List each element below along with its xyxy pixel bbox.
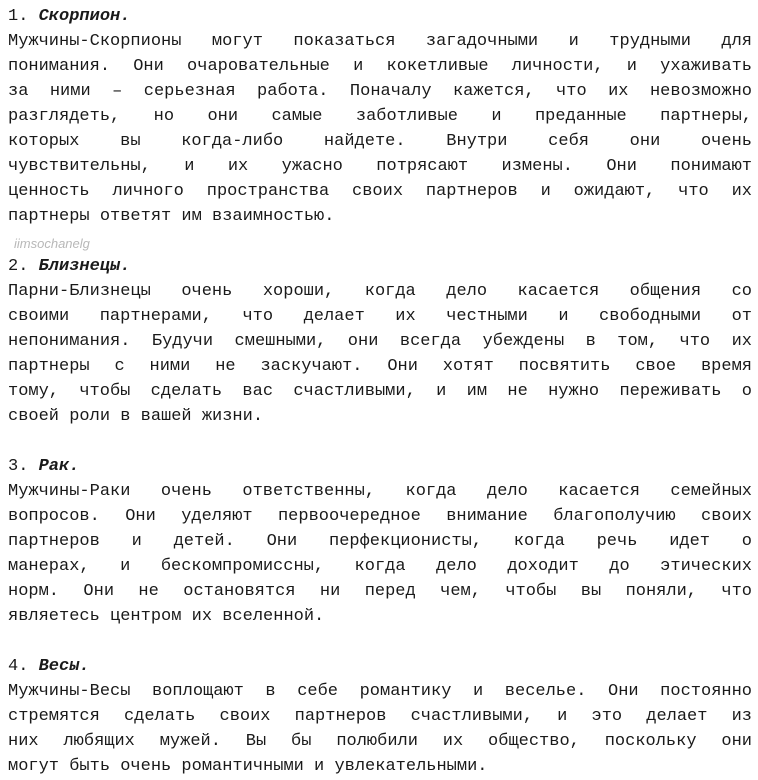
text-line: стремятся сделать своих партнеров счастливыми, и это делает из	[8, 707, 752, 726]
text-line: ценность личного пространства своих партнеров и ожидают, что их	[8, 182, 752, 201]
text-line: своими партнерами, что делает их честными и свободными от	[8, 307, 752, 326]
section-number: 4.	[8, 657, 29, 676]
section-heading	[8, 254, 752, 279]
section-title: Весы.	[38, 657, 90, 676]
text-line: них любящих мужей. Вы бы полюбили их общество, поскольку они	[8, 732, 752, 751]
section-spacer	[8, 629, 752, 654]
text-line: партнеров и детей. Они перфекционисты, когда речь идет о	[8, 532, 752, 551]
section-title: Скорпион.	[38, 7, 131, 26]
section-number: 2.	[8, 257, 29, 276]
section-spacer	[8, 429, 752, 454]
section-heading	[8, 654, 752, 679]
text-line: могут быть очень романтичными и увлекательными.	[8, 757, 488, 776]
section-title: Близнецы.	[38, 257, 131, 276]
text-line: которых вы когда-либо найдете. Внутри себя они очень	[8, 132, 752, 151]
section-heading	[8, 454, 752, 479]
text-line: тому, чтобы сделать вас счастливыми, и им не нужно переживать о	[8, 382, 752, 401]
section-cancer	[8, 454, 752, 629]
section-libra	[8, 654, 752, 779]
text-line: своей роли в вашей жизни.	[8, 407, 264, 426]
section-scorpio	[8, 4, 752, 229]
watermark-text: iimsochanelg	[14, 236, 90, 251]
text-line: партнеры ответят им взаимностью.	[8, 207, 335, 226]
text-line: Парни-Близнецы очень хороши, когда дело касается общения со	[8, 282, 752, 301]
text-line: чувствительны, и их ужасно потрясают измены. Они понимают	[8, 157, 752, 176]
section-number: 3.	[8, 457, 29, 476]
text-line: являетесь центром их вселенной.	[8, 607, 325, 626]
text-line: разглядеть, но они самые заботливые и преданные партнеры,	[8, 107, 752, 126]
text-line: партнеры с ними не заскучают. Они хотят посвятить свое время	[8, 357, 752, 376]
section-heading	[8, 4, 752, 29]
text-line: Мужчины-Скорпионы могут показаться загадочными и трудными для	[8, 32, 752, 51]
section-number: 1.	[8, 7, 29, 26]
text-line: норм. Они не остановятся ни перед чем, чтобы вы поняли, что	[8, 582, 752, 601]
text-line: понимания. Они очаровательные и кокетливые личности, и ухаживать	[8, 57, 752, 76]
text-line: манерах, и бескомпромиссны, когда дело доходит до этических	[8, 557, 752, 576]
text-line: вопросов. Они уделяют первоочередное внимание благополучию своих	[8, 507, 752, 526]
section-title: Рак.	[38, 457, 80, 476]
text-line: Мужчины-Весы воплощают в себе романтику и веселье. Они постоянно	[8, 682, 752, 701]
text-line: непонимания. Будучи смешными, они всегда убеждены в том, что их	[8, 332, 752, 351]
section-gemini	[8, 254, 752, 429]
text-line: за ними – серьезная работа. Поначалу кажется, что их невозможно	[8, 82, 752, 101]
text-line: Мужчины-Раки очень ответственны, когда дело касается семейных	[8, 482, 752, 501]
document-page	[8, 4, 752, 779]
